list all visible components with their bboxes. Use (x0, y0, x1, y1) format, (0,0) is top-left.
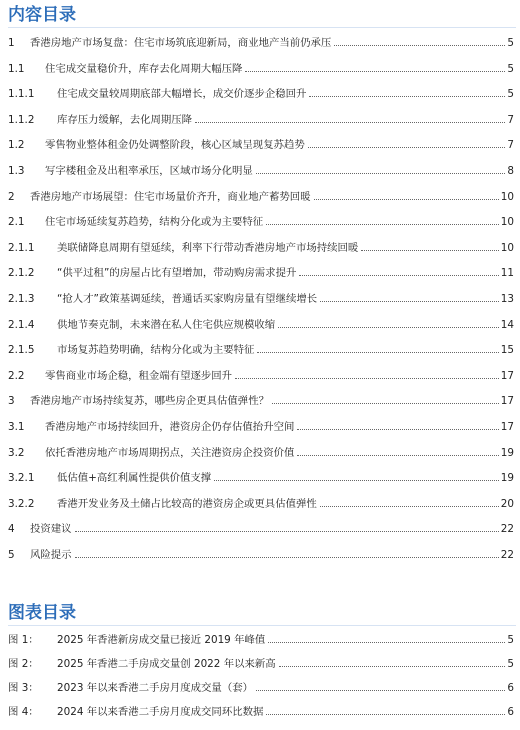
toc-entry[interactable] (0, 34, 520, 52)
dot-leader (320, 300, 499, 302)
toc-entry-page: 10 (500, 190, 514, 203)
dot-leader (299, 274, 498, 276)
toc-entry[interactable] (0, 367, 520, 385)
toc-entry[interactable] (0, 111, 520, 129)
toc-entry[interactable] (0, 495, 520, 513)
toc-entry-title: “抢人才”政策基调延续，普通话买家购房量有望继续增长 (57, 293, 318, 305)
toc-entry[interactable] (0, 60, 520, 78)
figure-entry-page: 5 (507, 658, 514, 670)
figure-entry-page: 5 (507, 634, 514, 646)
dot-leader (195, 121, 505, 123)
toc-entry-number: 2.2 (8, 369, 25, 382)
toc-entry-number: 3.2.2 (8, 497, 35, 510)
toc-entry-title: 风险提示 (30, 549, 72, 561)
figure-entry-title: 2025 年香港二手房成交量创 2022 年以来新高 (57, 658, 276, 670)
toc-entry-title: 住宅市场延续复苏趋势，结构分化或为主要特征 (45, 216, 264, 229)
toc-entry-page: 10 (500, 216, 514, 229)
toc-entry-page: 5 (507, 88, 514, 101)
toc-title-rule (8, 27, 516, 28)
toc-entry-number: 2.1.5 (8, 344, 35, 357)
toc-entry-title: 零售商业市场企稳，租金端有望逐步回升 (45, 369, 233, 382)
toc-entry-title: 香港房地产市场持续回升，港资房企仍存估值抬升空间 (45, 421, 295, 433)
toc-entry-number: 2.1.4 (8, 318, 35, 331)
figures-title-rule (8, 625, 516, 626)
toc-entry[interactable] (0, 136, 520, 154)
toc-entry-title: 依托香港房地产市场周期拐点，关注港资房企投资价值 (45, 446, 295, 459)
toc-entry-title: 住宅成交量稳价升，库存去化周期大幅压降 (45, 62, 243, 75)
toc-entry-page: 22 (500, 549, 514, 561)
toc-entry-page: 10 (500, 241, 514, 254)
dot-leader (314, 198, 499, 200)
toc-entry-title: 供地节奏克制，未来潜在私人住宅供应规模收缩 (57, 318, 276, 331)
toc-entry[interactable] (0, 239, 520, 257)
toc-entry-page: 5 (507, 62, 514, 75)
dot-leader (361, 249, 498, 251)
dot-leader (279, 665, 506, 667)
dot-leader (308, 146, 506, 148)
toc-entry-title: 香港开发业务及土储占比较高的港资房企或更具估值弹性 (57, 497, 317, 510)
toc-entry[interactable] (0, 162, 520, 180)
toc-entry[interactable] (0, 264, 520, 282)
toc-entry-number: 4 (8, 523, 15, 536)
toc-entry-page: 5 (507, 37, 514, 49)
toc-entry-title: 香港房地产市场展望：住宅市场量价齐升，商业地产蓄势回暖 (30, 190, 311, 203)
toc-entry-number: 3.1 (8, 421, 25, 433)
toc-entry-number: 1.1.1 (8, 88, 35, 101)
figure-entry-page: 6 (507, 682, 514, 694)
toc-entry-number: 2.1.2 (8, 267, 35, 280)
dot-leader (297, 428, 498, 430)
toc-entry-page: 8 (507, 165, 514, 177)
dot-leader (75, 530, 499, 532)
dot-leader (334, 44, 505, 46)
toc-entry-title: 美联储降息周期有望延续，利率下行带动香港房地产市场持续回暖 (57, 241, 359, 254)
toc-entry-title: 写字楼租金及出租率承压，区域市场分化明显 (45, 165, 253, 177)
toc-entry-title: 香港房地产市场复盘：住宅市场筑底迎新局，商业地产当前仍承压 (30, 37, 332, 49)
toc-entry-number: 1.1 (8, 62, 25, 75)
dot-leader (75, 556, 499, 558)
figure-entry-number: 图 3： (8, 682, 39, 694)
toc-entry-number: 1.1.2 (8, 113, 35, 126)
toc-entry-page: 17 (500, 369, 514, 382)
figure-entry-number: 图 2： (8, 658, 39, 670)
toc-entry-page: 17 (500, 395, 514, 408)
toc-entry[interactable] (0, 392, 520, 410)
toc-entry[interactable] (0, 290, 520, 308)
toc-entry-title: 零售物业整体租金仍处调整阶段，核心区域呈现复苏趋势 (45, 139, 305, 152)
figure-entry-number: 图 1： (8, 634, 39, 646)
toc-entry[interactable] (0, 546, 520, 564)
toc-entry-number: 2.1 (8, 216, 25, 229)
toc-entry[interactable] (0, 341, 520, 359)
dot-leader (256, 172, 506, 174)
toc-entry-page: 15 (500, 344, 514, 357)
toc-entry-title: 低估值+高红利属性提供价值支撑 (57, 472, 212, 485)
toc-entry[interactable] (0, 85, 520, 103)
dot-leader (268, 641, 505, 643)
toc-entry-number: 2.1.1 (8, 241, 35, 254)
toc-entry-title: “供平过租”的房屋占比有望增加，带动购房需求提升 (57, 267, 297, 280)
dot-leader (272, 402, 499, 404)
figures-title: 图表目录 (8, 603, 76, 623)
toc-entry[interactable] (0, 316, 520, 334)
toc-entry-number: 2.1.3 (8, 293, 35, 305)
toc-entry-title: 市场复苏趋势明确，结构分化或为主要特征 (57, 344, 255, 357)
toc-entry-title: 香港房地产市场持续复苏，哪些房企更具估值弹性？ (30, 395, 269, 408)
toc-entry-number: 2 (8, 190, 15, 203)
dot-leader (297, 454, 498, 456)
figure-entry-page: 6 (507, 706, 514, 718)
toc-entry-page: 19 (500, 446, 514, 459)
toc-entry-page: 22 (500, 523, 514, 536)
dot-leader (278, 326, 499, 328)
toc-entry-page: 7 (507, 139, 514, 152)
toc-entry-number: 3.2.1 (8, 472, 35, 485)
dot-leader (245, 70, 505, 72)
dot-leader (256, 689, 505, 691)
figure-entry-title: 2023 年以来香港二手房月度成交量（套） (57, 682, 253, 694)
figure-entry-title: 2024 年以来香港二手房月度成交同环比数据 (57, 706, 264, 718)
dot-leader (257, 351, 498, 353)
toc-entry-title: 投资建议 (30, 523, 72, 536)
dot-leader (266, 223, 499, 225)
toc-entry-page: 13 (500, 293, 514, 305)
toc-entry[interactable] (0, 444, 520, 462)
dot-leader (320, 505, 499, 507)
dot-leader (309, 95, 505, 97)
dot-leader (235, 377, 499, 379)
figure-entry-title: 2025 年香港新房成交量已接近 2019 年峰值 (57, 634, 266, 646)
toc-entry-number: 3 (8, 395, 15, 408)
figure-entry[interactable] (0, 655, 520, 673)
dot-leader (266, 713, 505, 715)
toc-entry[interactable] (0, 469, 520, 487)
toc-entry[interactable] (0, 188, 520, 206)
toc-entry-title: 住宅成交量较周期底部大幅增长，成交价逐步企稳回升 (57, 88, 307, 101)
toc-entry[interactable] (0, 520, 520, 538)
toc-entry-page: 11 (500, 267, 514, 280)
toc-entry-page: 14 (500, 318, 514, 331)
toc-entry-number: 3.2 (8, 446, 25, 459)
toc-entry-page: 7 (507, 113, 514, 126)
toc-title: 内容目录 (8, 5, 76, 25)
toc-entry[interactable] (0, 418, 520, 436)
toc-entry[interactable] (0, 213, 520, 231)
toc-entry-page: 20 (500, 497, 514, 510)
toc-entry-number: 1.2 (8, 139, 25, 152)
figure-entry[interactable] (0, 631, 520, 649)
toc-entry-number: 1.3 (8, 165, 25, 177)
toc-entry-number: 1 (8, 37, 15, 49)
toc-entry-number: 5 (8, 549, 15, 561)
figure-entry[interactable] (0, 679, 520, 697)
toc-entry-title: 库存压力缓解，去化周期压降 (57, 113, 193, 126)
dot-leader (214, 479, 499, 481)
figure-entry-number: 图 4： (8, 706, 39, 718)
toc-entry-page: 17 (500, 421, 514, 433)
toc-entry-page: 19 (500, 472, 514, 485)
figure-entry[interactable] (0, 703, 520, 721)
